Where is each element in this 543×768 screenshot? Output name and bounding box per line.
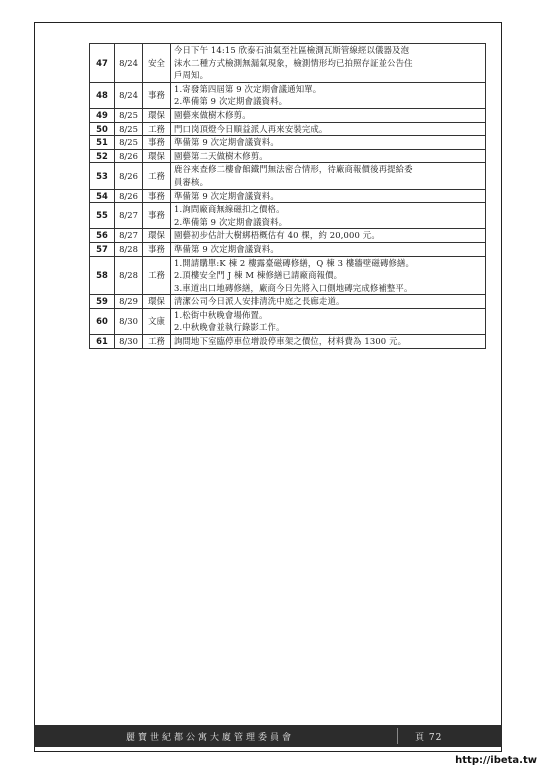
entry-date: 8/28 xyxy=(115,256,143,295)
entry-description xyxy=(171,229,486,243)
entry-description xyxy=(171,242,486,256)
description-line: 清潔公司今日派人安排清洗中庭之長廊走道。 xyxy=(174,296,345,307)
entry-description xyxy=(171,203,486,229)
entry-date: 8/30 xyxy=(115,308,143,334)
entry-category: 工務 xyxy=(143,122,171,136)
entry-date: 8/30 xyxy=(115,335,143,349)
entry-date: 8/27 xyxy=(115,229,143,243)
description-line: 1.寄發第四屆第 9 次定期會議通知單。 xyxy=(174,83,322,94)
description-line: 準備第 9 次定期會議資料。 xyxy=(174,243,279,254)
entry-number: 58 xyxy=(90,256,115,295)
entry-category: 工務 xyxy=(143,163,171,189)
entry-date: 8/24 xyxy=(115,44,143,83)
description-line: 詢問地下室臨停車位增設停車架之價位，材料費為 1300 元。 xyxy=(174,336,407,347)
description-line: 準備第 9 次定期會議資料。 xyxy=(174,190,279,201)
log-row xyxy=(90,136,486,150)
entry-date: 8/29 xyxy=(115,295,143,309)
entry-category: 事務 xyxy=(143,203,171,229)
entry-date: 8/28 xyxy=(115,242,143,256)
entry-date: 8/25 xyxy=(115,136,143,150)
entry-category: 工務 xyxy=(143,335,171,349)
page-footer xyxy=(34,725,502,747)
entry-description xyxy=(171,122,486,136)
entry-number: 52 xyxy=(90,149,115,163)
entry-number: 61 xyxy=(90,335,115,349)
entry-number: 57 xyxy=(90,242,115,256)
entry-number: 59 xyxy=(90,295,115,309)
entry-category: 環保 xyxy=(143,295,171,309)
entry-description xyxy=(171,44,486,83)
log-row xyxy=(90,295,486,309)
entry-description xyxy=(171,136,486,150)
entry-category: 事務 xyxy=(143,82,171,108)
entry-number: 48 xyxy=(90,82,115,108)
log-row xyxy=(90,308,486,334)
entry-category: 安全 xyxy=(143,44,171,83)
entry-description xyxy=(171,82,486,108)
entry-description xyxy=(171,256,486,295)
entry-category: 工務 xyxy=(143,256,171,295)
description-line: 2.頂樓安全門 J 棟 M 棟修繕已請廠商報價。 xyxy=(174,270,343,281)
entry-number: 55 xyxy=(90,203,115,229)
work-log-table xyxy=(89,43,486,349)
entry-description xyxy=(171,189,486,203)
entry-description xyxy=(171,108,486,122)
description-line: 鹿谷來查修二樓會館鐵門無法密合情形，待廠商報價後再提給委 xyxy=(174,164,413,175)
description-line: 園藝來做樹木修剪。 xyxy=(174,109,251,120)
entry-date: 8/25 xyxy=(115,122,143,136)
watermark: http://ibeta.tw xyxy=(455,755,537,766)
entry-category: 環保 xyxy=(143,149,171,163)
log-row xyxy=(90,335,486,349)
entry-date: 8/27 xyxy=(115,203,143,229)
entry-date: 8/25 xyxy=(115,108,143,122)
footer-title: 麗寶世紀都公寓大廈管理委員會 xyxy=(126,733,295,743)
log-row xyxy=(90,229,486,243)
description-line: 準備第 9 次定期會議資料。 xyxy=(174,137,279,148)
description-line: 園藝初步估計大樹綁梧概估有 40 棵，約 20,000 元。 xyxy=(174,230,380,241)
entry-description xyxy=(171,295,486,309)
description-line: 2.準備第 9 次定期會議資料。 xyxy=(174,96,288,107)
entry-number: 51 xyxy=(90,136,115,150)
entry-date: 8/26 xyxy=(115,149,143,163)
description-line: 沫水二種方式檢測無漏氣現象，檢測情形均已拍照存証並公告住 xyxy=(174,57,413,68)
footer-divider xyxy=(397,728,398,744)
entry-description xyxy=(171,308,486,334)
description-line: 園藝第二天做樹木修剪。 xyxy=(174,150,268,161)
entry-category: 環保 xyxy=(143,108,171,122)
log-row xyxy=(90,256,486,295)
description-line: 2.中秋晚會並執行錄影工作。 xyxy=(174,322,285,333)
entry-number: 50 xyxy=(90,122,115,136)
description-line: 1.松街中秋晚會場佈置。 xyxy=(174,309,268,320)
entry-date: 8/26 xyxy=(115,163,143,189)
page-number: 頁 72 xyxy=(415,733,443,743)
entry-description xyxy=(171,163,486,189)
entry-description xyxy=(171,149,486,163)
entry-number: 54 xyxy=(90,189,115,203)
log-row xyxy=(90,203,486,229)
log-row xyxy=(90,163,486,189)
entry-category: 文康 xyxy=(143,308,171,334)
log-row xyxy=(90,108,486,122)
log-row xyxy=(90,242,486,256)
document-page xyxy=(34,22,502,752)
entry-date: 8/26 xyxy=(115,189,143,203)
entry-number: 60 xyxy=(90,308,115,334)
description-line: 今日下午 14:15 欣泰石油氣至社區檢測瓦斯管線經以儀器及泡 xyxy=(174,45,410,55)
log-row xyxy=(90,189,486,203)
entry-description xyxy=(171,335,486,349)
entry-number: 53 xyxy=(90,163,115,189)
entry-category: 環保 xyxy=(143,229,171,243)
log-row xyxy=(90,122,486,136)
entry-number: 49 xyxy=(90,108,115,122)
description-line: 2.準備第 9 次定期會議資料。 xyxy=(174,216,288,227)
description-line: 門口岗頂燈今日順益派人再來安裝完成。 xyxy=(174,123,328,134)
log-row xyxy=(90,82,486,108)
entry-category: 事務 xyxy=(143,189,171,203)
description-line: 3.車道出口地磚修繕，廠商今日先將入口側地磚完成修補整平。 xyxy=(174,282,413,293)
entry-date: 8/24 xyxy=(115,82,143,108)
log-row xyxy=(90,149,486,163)
description-line: 戶周知。 xyxy=(174,70,209,81)
log-row xyxy=(90,44,486,83)
entry-category: 事務 xyxy=(143,136,171,150)
entry-category: 事務 xyxy=(143,242,171,256)
description-line: 1.詢問廠商無線磁扣之價格。 xyxy=(174,204,285,215)
entry-number: 56 xyxy=(90,229,115,243)
description-line: 1.開請購單:K 棟 2 樓露臺磁磚修繕，Q 棟 3 樓牆壁磁磚修繕。 xyxy=(174,257,415,268)
description-line: 員審核。 xyxy=(174,176,209,187)
entry-number: 47 xyxy=(90,44,115,83)
